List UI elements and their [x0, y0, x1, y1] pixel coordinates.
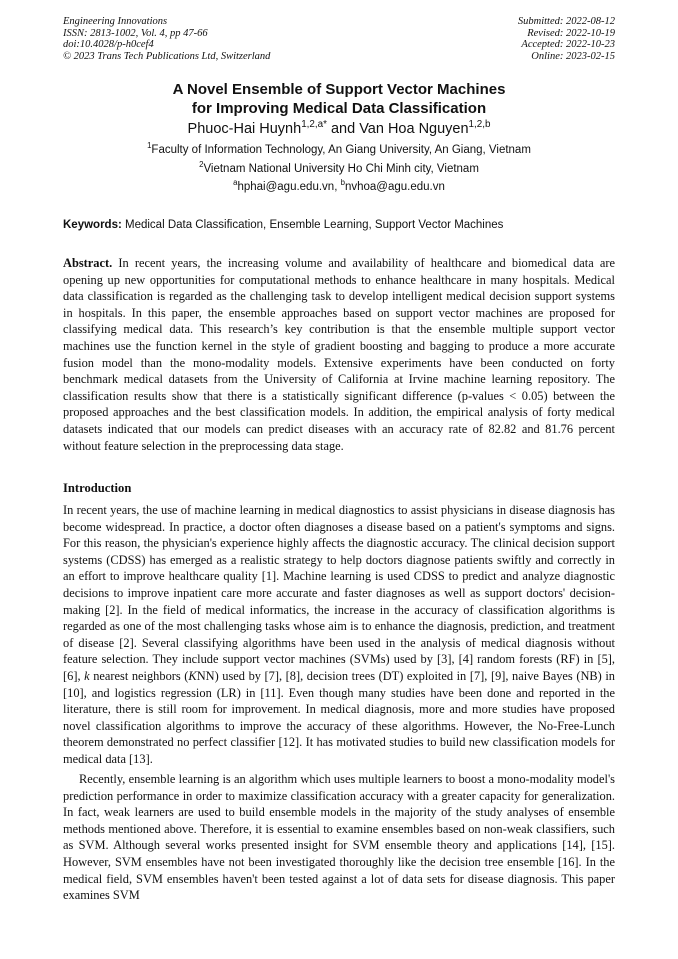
email-b-sup: b [340, 178, 345, 188]
accepted-date: Accepted: 2022-10-23 [521, 39, 615, 51]
email-a: hphai@agu.edu.vn, [237, 181, 341, 193]
title-line-2: for Improving Medical Data Classification [191, 100, 487, 117]
author-conj: and [326, 121, 360, 137]
keywords-label: Keywords: [63, 219, 122, 231]
abstract-label: Abstract. [63, 256, 113, 270]
author-2: Van Hoa Nguyen [359, 121, 469, 137]
affiliation-1-sup: 1 [147, 141, 152, 151]
author-1: Phuoc-Hai Huynh [187, 121, 302, 137]
title-line-1: A Novel Ensemble of Support Vector Machines [172, 81, 506, 98]
paper-title [0, 80, 678, 118]
email-b: nvhoa@agu.edu.vn [344, 181, 445, 193]
journal-info [63, 16, 270, 62]
affiliation-2 [0, 162, 678, 176]
affiliation-2-sup: 2 [199, 160, 204, 170]
intro-p1-part-c: NN) used by [7], [8], decision trees (DT) exploited in [7], [9], naive Bayes (NB) in [10], and logistics regression (LR) in [11]. Even though many studies have been done and reported in the literature, there is still room for improvement. In medical diagnosis, more and more studies have proposed novel classification algorithms to improve the accuracy of these algorithms. However, the No-Free-Lunch theorem demonstrated no perfect classifier [12]. It has motivated studies to build new classification models for medical data [13]. [63, 668, 615, 766]
revised-date: Revised: 2022-10-19 [527, 27, 615, 39]
affiliation-1 [0, 143, 678, 157]
email-a-sup: a [233, 178, 238, 188]
introduction-paragraph-2: Recently, ensemble learning is an algorithm which uses multiple learners to boost a mono-modality model's prediction performance in order to maximize classification accuracy with a greater capacity for generalization. In fact, weak learners are used to build ensemble models in the majority of the study analyses of ensemble methods mentioned above. Therefore, it is essential to examine ensembles based on non-weak classifiers, such as SVM. Although several works presented insight for SVM ensemble theory and applications [14], [15]. However, SVM ensembles have not been investigated thoroughly like the decision tree ensemble [16]. In the medical field, SVM ensembles haven't been tested against a lot of data sets for disease diagnosis. This paper examines SVM [63, 772, 615, 903]
intro-p1-K-italic: K [188, 668, 197, 683]
introduction-paragraph-1 [63, 502, 615, 768]
keywords [63, 218, 615, 232]
affiliation-1-text: Faculty of Information Technology, An Giang University, An Giang, Vietnam [151, 144, 531, 156]
introduction-heading: Introduction [63, 481, 132, 495]
keywords-text: Medical Data Classification, Ensemble Learning, Support Vector Machines [121, 219, 504, 231]
dates-info [518, 16, 615, 62]
issn-line: ISSN: 2813-1002, Vol. 4, pp 47-66 [63, 27, 208, 39]
emails [0, 180, 678, 194]
intro-p1-k-italic: k [84, 668, 90, 683]
abstract [63, 255, 615, 454]
author-1-sup: 1,2,a* [301, 119, 327, 131]
doi-line: doi:10.4028/p-h0cef4 [63, 39, 154, 51]
author-2-sup: 1,2,b [468, 119, 491, 131]
journal-name: Engineering Innovations [63, 16, 168, 27]
copyright-line: © 2023 Trans Tech Publications Ltd, Switzerland [63, 50, 271, 62]
author-line [0, 120, 678, 138]
affiliation-2-text: Vietnam National University Ho Chi Minh city, Vietnam [203, 163, 479, 175]
intro-p1-part-a: In recent years, the use of machine learning in medical diagnostics to assist physicians in disease diagnosis has become widespread. In practice, a doctor often diagnoses a disease based on a patient's symptoms and signs. For this reason, the physician's experience highly affects the diagnostic accuracy. The clinical decision support systems (CDSS) has emerged as a realistic strategy to help doctors diagnose patients swiftly and correctly in an effort to improve healthcare quality [1]. Machine learning is used CDSS to predict and analyze diagnostic decisions to improve inpatient care more accurate and faster diagnoses as well as support doctors' decision-making [2]. In the field of medical informatics, the increase in the accuracy of classification algorithms is regarded as one of the most challenging tasks whose aim is to enhance the diagnosis, prediction, and treatment of disease [2]. Several classifying algorithms have been used in the analysis of medical diagnosis without feature selection. They include support vector machines (SVMs) used by [3], [4] random forests (RF) in [5], [6], [63, 503, 615, 683]
abstract-text: In recent years, the increasing volume and availability of healthcare and biomedical data are opening up new opportunities for computational methods to enhance healthcare in many hospitals. Medical data classification is regarded as the challenging task to develop intelligent medical decision support systems in hospitals. In this paper, the ensemble approaches based on support vector machines are proposed for classifying medical data. This research’s key contribution is that the ensemble multiple support vector machines use the function kernel in the style of gradient boosting and bagging to produce a more accurate fusion model than the mono-modality models. Extensive experiments have been conducted on forty benchmark medical datasets from the University of California at Irvine machine learning repository. The classification results show that there is a statistically significant difference (p-values < 0.05) between the proposed approaches and the best classification models. In addition, the empirical analysis of forty medical datasets indicated that our models can predict diseases with an accuracy rate of 82.82 and 81.76 percent without feature selection in the preprocessing data stage. [63, 256, 615, 453]
submitted-date: Submitted: 2022-08-12 [517, 16, 615, 27]
online-date: Online: 2023-02-15 [531, 50, 615, 62]
intro-p1-part-b: nearest neighbors ( [89, 668, 189, 683]
